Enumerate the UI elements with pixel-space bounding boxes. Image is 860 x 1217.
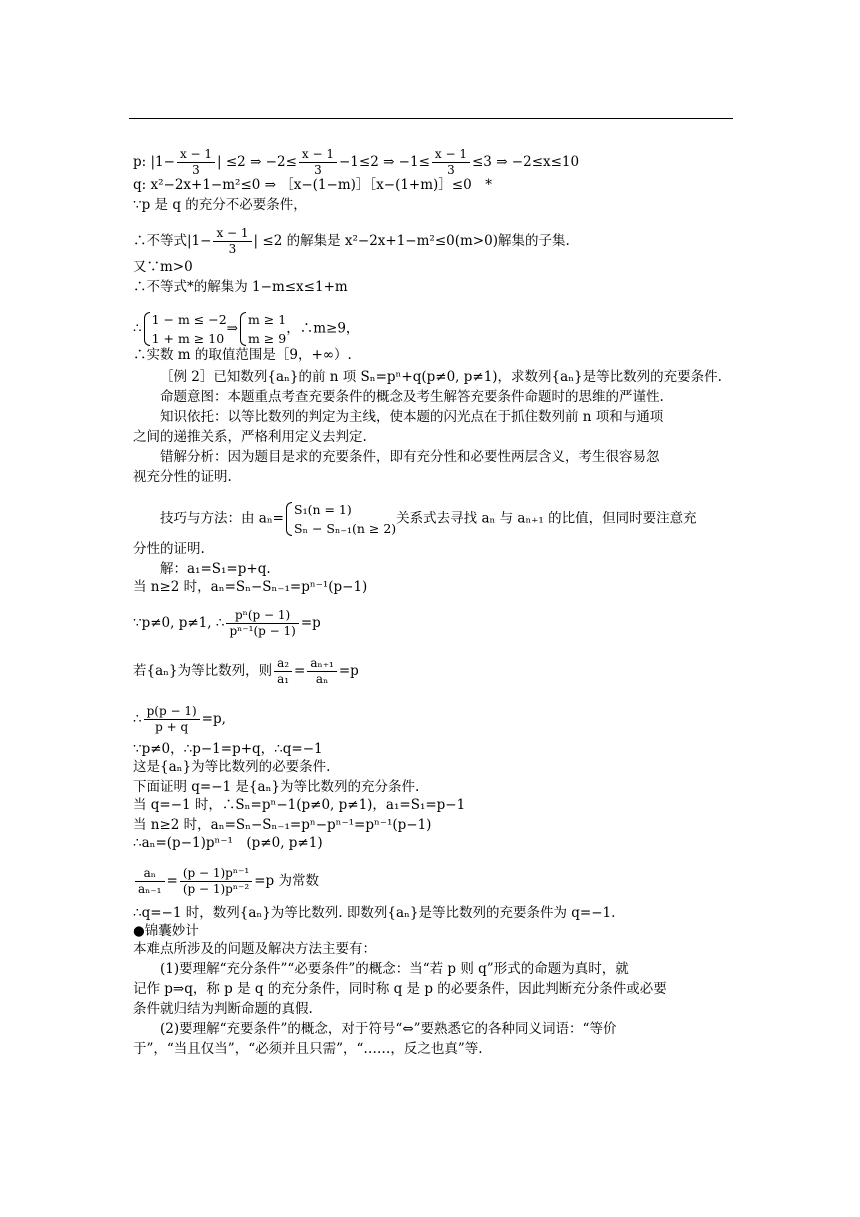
fraction-num: pⁿ(p − 1) xyxy=(226,608,298,624)
line-l20 xyxy=(133,656,359,687)
line-l25: 当 q=−1 时，∴Sₙ=pⁿ−1(p≠0, p≠1)，a₁=S₁=p−1 xyxy=(133,797,466,813)
fraction-den: aₙ₋₁ xyxy=(138,882,162,896)
line-l29: ∴q=−1 时，数列{aₙ}为等比数列. 即数列{aₙ}是等比数列的充要条件为 q=−1. xyxy=(133,905,616,921)
equation-system-row1: 1 − m ≤ −2 xyxy=(151,312,227,327)
line-l34: 条件就归结为判断命题的真假. xyxy=(133,1001,313,1017)
line-l30: ●锦囊妙计 xyxy=(133,923,199,939)
fraction-den: 3 xyxy=(192,163,200,177)
line-text: ∵p≠0, p≠1, ∴ xyxy=(133,615,225,631)
fraction xyxy=(432,147,470,178)
equation-system-row1: m ≥ 1 xyxy=(247,312,287,327)
line-text: p: |1− xyxy=(133,154,175,170)
fraction-num: x − 1 xyxy=(213,226,251,242)
line-text: ∴不等式|1− xyxy=(133,233,212,249)
fraction-num: (p − 1)pⁿ⁻¹ xyxy=(180,866,252,882)
line-l27: ∴aₙ=(p−1)pⁿ⁻¹ (p≠0, p≠1) xyxy=(133,835,323,851)
line-text: =p, xyxy=(201,711,226,727)
line-l6: ∴不等式*的解集为 1−m≤x≤1+m xyxy=(133,279,348,295)
line-l9: ［例 2］已知数列{aₙ}的前 n 项 Sₙ=pⁿ+q(p≠0, p≠1)，求数列{aₙ}是等比数列的充要条件. xyxy=(160,369,722,385)
equation-system xyxy=(238,310,286,348)
equation-system-row2: Sₙ − Sₙ₋₁(n ≥ 2) xyxy=(294,521,397,536)
line-l17: 解：a₁=S₁=p+q. xyxy=(160,561,271,577)
line-text: 技巧与方法：由 aₙ= xyxy=(160,510,284,527)
line-text: =p 为常数 xyxy=(254,873,319,889)
line-text: =p xyxy=(338,663,359,679)
fraction-num: x − 1 xyxy=(432,147,470,163)
fraction-num: aₙ₊₁ xyxy=(307,656,337,672)
fraction-den: (p − 1)pⁿ⁻² xyxy=(182,882,250,896)
line-l18: 当 n≥2 时，aₙ=Sₙ−Sₙ₋₁=pⁿ⁻¹(p−1) xyxy=(133,579,368,595)
line-l11: 知识依托：以等比数列的判定为主线，使本题的闪光点在于抓住数列前 n 项和与通项 xyxy=(160,409,664,425)
line-l22: ∵p≠0，∴p−1=p+q，∴q=−1 xyxy=(133,741,323,757)
line-l3: ∵p 是 q 的充分不必要条件， xyxy=(133,197,307,213)
fraction-num: x − 1 xyxy=(177,147,215,163)
line-text: ，∴m≥9， xyxy=(286,320,360,337)
line-l15 xyxy=(160,500,697,538)
fraction-den: pⁿ⁻¹(p − 1) xyxy=(229,624,296,638)
fraction xyxy=(177,147,215,178)
line-l32: (1)要理解“充分条件”“必要条件”的概念：当“若 p 则 q”形式的命题为真时，就 xyxy=(160,961,629,977)
line-text: 若{aₙ}为等比数列，则 xyxy=(133,663,273,679)
line-text: = xyxy=(166,873,178,889)
fraction-den: 3 xyxy=(447,163,455,177)
fraction xyxy=(135,866,165,897)
line-text: | ≤2 的解集是 x²−2x+1−m²≤0(m>0)解集的子集. xyxy=(253,233,570,249)
line-l1 xyxy=(133,147,579,178)
line-text: ∴ xyxy=(133,711,142,727)
line-text: −1≤2 ⇒ −1≤ xyxy=(338,154,430,170)
fraction-den: p + q xyxy=(155,720,189,734)
header-rule xyxy=(129,118,733,119)
fraction xyxy=(144,704,200,735)
line-l13: 错解分析：因为题目是求的充要条件，即有充分性和必要性两层含义，考生很容易忽 xyxy=(160,449,660,465)
equation-system xyxy=(284,500,396,538)
fraction xyxy=(299,147,337,178)
line-l10: 命题意图：本题重点考查充要条件的概念及考生解答充要条件命题时的思维的严谨性. xyxy=(160,389,664,405)
line-l2: q: x²−2x+1−m²≤0 ⇒ ［x−(1−m)］［x−(1+m)］≤0 * xyxy=(133,177,492,193)
line-l31: 本难点所涉及的问题及解决方法主要有： xyxy=(133,941,376,957)
fraction-num: x − 1 xyxy=(299,147,337,163)
line-text: 关系式去寻找 aₙ 与 aₙ₊₁ 的比值，但同时要注意充 xyxy=(396,510,697,527)
fraction-den: 3 xyxy=(228,242,237,256)
fraction xyxy=(307,656,337,687)
fraction-num: aₙ xyxy=(135,866,165,882)
line-l16: 分性的证明. xyxy=(133,541,205,557)
fraction-den: 3 xyxy=(314,163,322,177)
line-l33: 记作 p⇒q，称 p 是 q 的充分条件，同时称 q 是 p 的必要条件，因此判断充分条件或必要 xyxy=(133,981,667,997)
line-l12: 之间的递推关系，严格利用定义去判定. xyxy=(133,429,367,445)
equation-system-row2: 1 + m ≥ 10 xyxy=(151,331,225,346)
equation-system-row1: S₁(n = 1) xyxy=(294,502,352,517)
fraction xyxy=(226,608,298,639)
line-text: | ≤2 ⇒ −2≤ xyxy=(217,154,297,170)
line-l23: 这是{aₙ}为等比数列的必要条件. xyxy=(133,759,331,775)
line-l26: 当 n≥2 时，aₙ=Sₙ−Sₙ₋₁=pⁿ−pⁿ⁻¹=pⁿ⁻¹(p−1) xyxy=(133,817,432,833)
line-l8: ∴实数 m 的取值范围是［9，+∞）. xyxy=(133,347,352,363)
line-text: ∴ xyxy=(133,320,142,337)
line-text: = xyxy=(294,663,306,679)
line-text: =p xyxy=(300,615,321,631)
fraction-num: a₂ xyxy=(274,656,292,672)
fraction xyxy=(274,656,292,687)
fraction-den: aₙ xyxy=(315,672,329,686)
line-l35: (2)要理解“充要条件”的概念，对于符号“⇔”要熟悉它的各种同义词语：“等价 xyxy=(160,1021,617,1037)
fraction-num: p(p − 1) xyxy=(144,704,200,720)
line-l5: 又∵m>0 xyxy=(133,259,193,275)
fraction xyxy=(180,866,252,897)
line-l21 xyxy=(133,704,226,735)
fraction xyxy=(213,226,251,257)
line-l19 xyxy=(133,608,321,639)
equation-system-row2: m ≥ 9 xyxy=(247,331,287,346)
line-l36: 于”，“当且仅当”，“必须并且只需”，“……，反之也真”等. xyxy=(133,1041,483,1057)
line-text: ≤3 ⇒ −2≤x≤10 xyxy=(472,154,580,170)
line-l7 xyxy=(133,310,359,348)
equation-system xyxy=(142,310,227,348)
line-l28 xyxy=(133,866,319,897)
line-l24: 下面证明 q=−1 是{aₙ}为等比数列的充分条件. xyxy=(133,779,420,795)
implies-symbol: ⇒ xyxy=(226,320,238,337)
line-l4 xyxy=(133,226,570,257)
fraction-den: a₁ xyxy=(277,672,290,686)
line-l14: 视充分性的证明. xyxy=(133,469,232,485)
